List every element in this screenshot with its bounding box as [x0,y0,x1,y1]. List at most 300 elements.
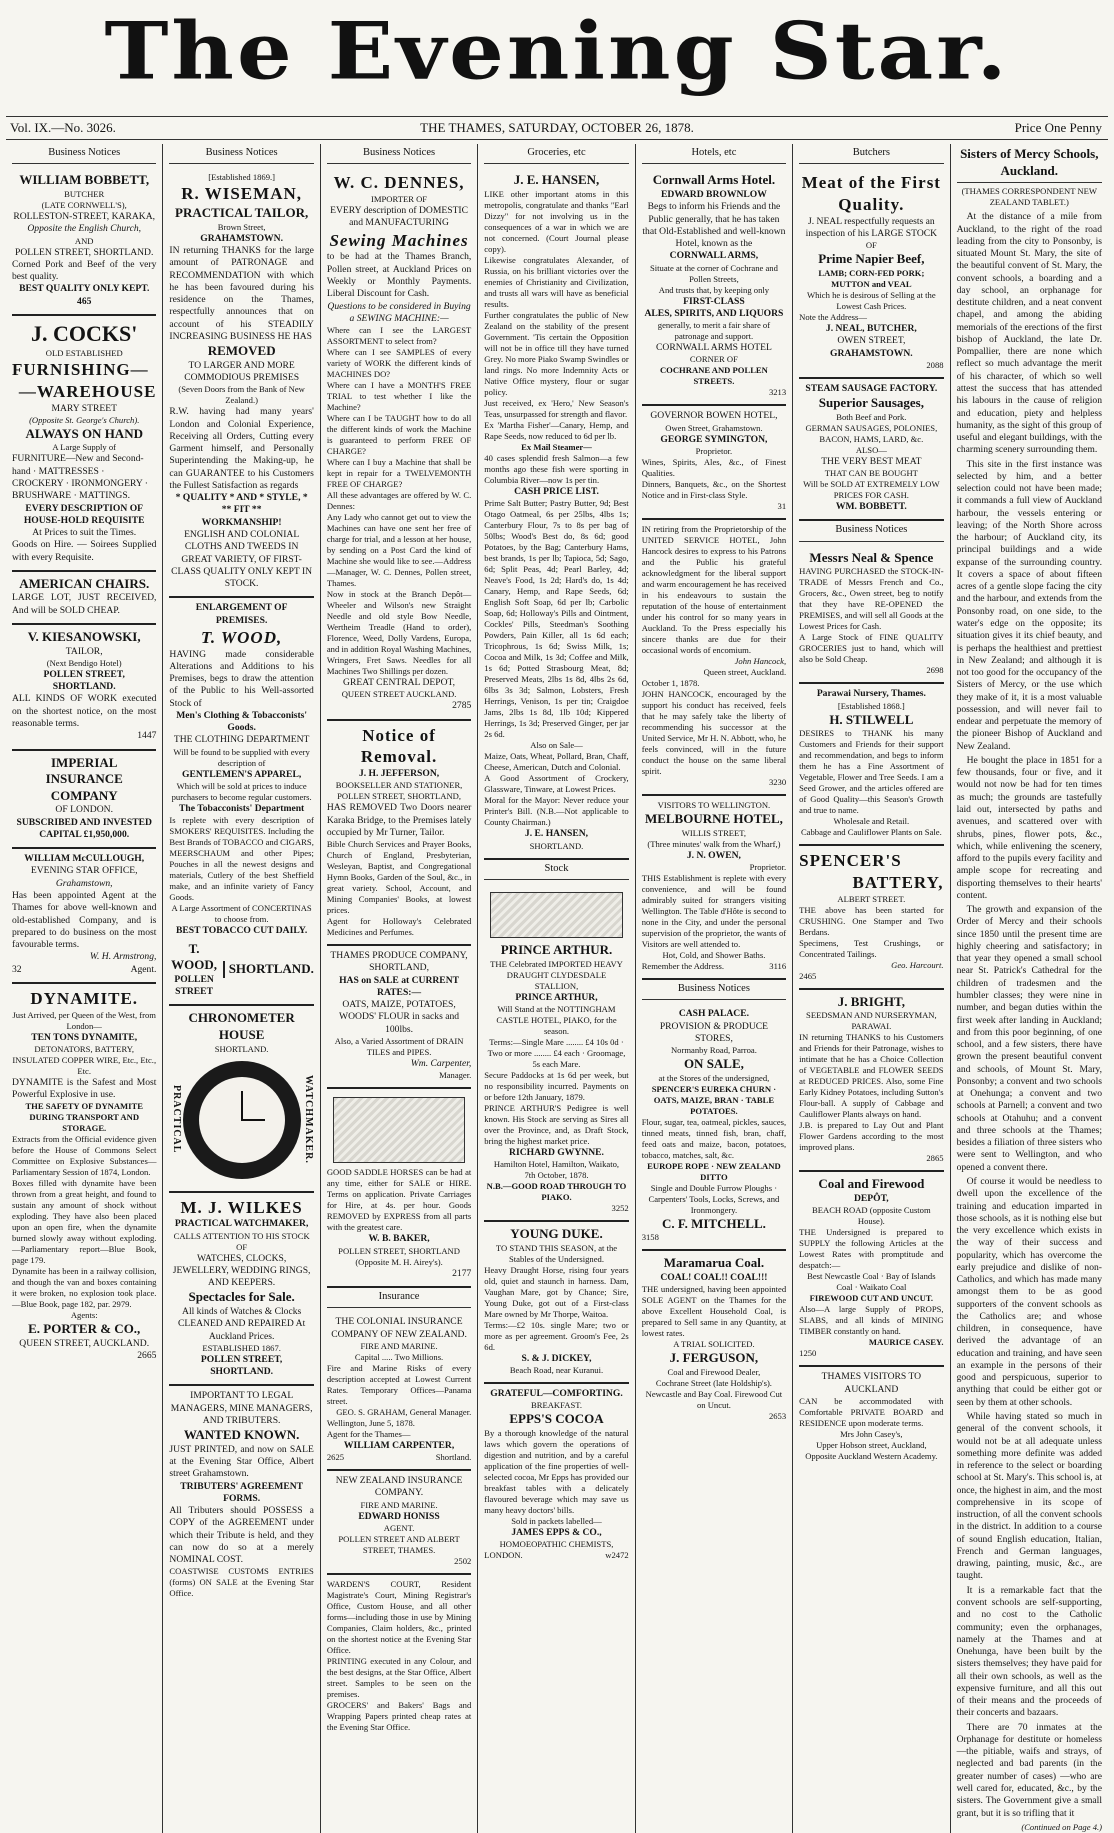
ad-neal-spence [799,546,943,685]
ad-nz-insurance [327,1471,471,1575]
watch-hand [241,1119,265,1121]
ad-body: Now in stock at the Branch Depôt—Wheeler and Wilson's new Straight Needle and old style Bow Needle, Wertheim Treadle (Hand to order), Florence, Weed, Dolly Vardens, Europa, and in addition Royal Washing Machines, Wringers, Fret Saws. Needles for all Machines Two Shillings per dozen. [326,589,472,677]
ad-line: SHORTLAND. [223,961,314,978]
section-header: Insurance [327,1288,471,1308]
ad-dynamite [12,984,156,1369]
ad-line: Manager. [439,1070,472,1081]
ad-name: WILLIAM McCULLOUGH, [24,853,145,865]
ad-line: ALES, SPIRITS, AND LIQUORS [644,307,784,319]
ad-line: EUROPE ROPE · NEW ZEALAND DITTO [647,1160,781,1182]
ad-line: AGENT. [383,1522,415,1533]
ad-title: DYNAMITE. [30,988,139,1008]
ad-title: FURNISHING— [12,360,149,380]
ad-thames-visitors [799,1367,943,1468]
ad-footer [484,1550,628,1561]
ad-body: LARGE LOT, JUST RECEIVED, And will be SOLD CHEAP. [12,592,157,616]
ad-body: Maize, Oats, Wheat, Pollard, Bran, Chaff, Cheese, American, Dutch and Colonial. [484,751,629,773]
continued-note[interactable]: (Continued on Page 4.) [1021,1821,1102,1832]
ad-title: Superior Sausages, [818,395,924,411]
article-paragraph: While having stated so much in general of the convent schools, it would not be at all adequate unless something more definite was added in reference to the select or boarding school at St. Mary's. This school is, at once, the highest in aim, and the most comprehensive in its scope of instruction, of all the convent schools in the district. In addition to a course of sound English education, Italian, French and German languages, drawing, painting, music, &c., are taught. [956,1411,1103,1582]
ad-line: Grahamstown, [55,877,113,889]
ad-hancock [642,520,786,796]
ad-signature: GEO. S. GRAHAM, General Manager. [336,1406,472,1417]
ad-line: T. WOOD, [171,940,217,973]
ad-body: Specimens, Test Crushings, or Concentrated Tailings. [799,937,944,959]
ad-name: V. KIESANOWSKI, [27,629,141,645]
ad-body: Will Stand at the NOTTINGHAM CASTLE HOTEL, PIAKO, for the season. [496,1003,617,1036]
ad-line: Just Arrived, per Queen of the West, from London— [12,1009,156,1031]
ad-line: (Opposite M. H. Airey's). [355,1256,443,1267]
ad-body: to be had at the Thames Branch, Pollen street, at Auckland Prices on Weekly or Monthly Payments. Liberal Discount for Cash. [326,251,472,300]
column-header: Butchers [799,144,943,164]
ad-number: 31 [777,500,787,511]
ad-colonial-insurance [327,1312,471,1471]
ad-line: Proprietor. [695,445,733,456]
ad-line: PARAWAI. [851,1021,892,1032]
issue-price: Price One Penny [1014,120,1102,135]
column-2 [163,144,320,1833]
ad-signature: C. F. MITCHELL. [661,1215,766,1231]
ad-line: OF [865,240,877,251]
ad-title: Notice of Removal. [360,725,438,767]
ad-body: Likewise congratulates Alexander, of Russia, on his brilliant victories over the enemies of Christianity and Civilization, and trusts all wars will have as beneficial results. [484,255,629,310]
ad-kiesanowski [12,625,156,750]
ad-line: at the Stores of the undersigned, [658,1072,770,1083]
ad-title: THAMES PRODUCE COMPANY, SHORTLAND, [330,950,468,974]
ad-mccullough [12,849,156,984]
ad-line: October 1, 1878. [641,677,700,688]
horse-carriage-illustration [333,1097,465,1163]
ad-number: 3230 [768,776,787,787]
ad-line: SHORTLAND. [214,1043,269,1054]
ad-line: (Next Bendigo Hotel) [46,657,122,668]
ad-line: * QUALITY * AND * STYLE, * [175,492,308,504]
ad-title: IMPERIAL [50,754,118,770]
ad-body: PRINTING executed in any Colour, and the best designs, at the Star Office, Albert street. Samples to be seen on the premises. [326,1655,472,1699]
horse-illustration [490,892,622,938]
ad-line: ** FIT ** [221,504,262,516]
ad-line: (Three minutes' walk from the Wharf,) [647,838,781,849]
column-6 [793,144,950,1833]
ad-body: PRINCE ARTHUR'S Pedigree is well known. His Stock are serving as Sires all over the Province, and, as Draft Stock, bring the highest market price. [484,1102,629,1146]
ad-title: NEW ZEALAND INSURANCE COMPANY. [335,1475,463,1499]
ad-body: HAVING PURCHASED the STOCK-IN-TRADE of Messrs French and Co., Grocers, &c., Owen street, beg to notify that they have RE-OPENED the PREMISES, and will sell all Goods at the Lowest Prices for Cash. [799,566,944,632]
column-header: Business Notices [12,144,156,164]
ad-body: OATS, MAIZE, POTATOES, WOODS' FLOUR in sacks and 100lbs. [339,999,460,1035]
ad-line: FIREWOOD CUT AND UNCUT. [809,1293,934,1304]
ad-body: LAMB; CORN-FED PORK; MUTTON and VEAL [818,268,925,290]
ad-cocks [12,316,156,572]
ad-line: Men's Clothing & Tobacconists' Goods. [176,709,308,734]
ad-line: TO LARGER AND MORE COMMODIOUS PREMISES [184,359,300,384]
ad-line: ALWAYS ON HAND [25,425,143,441]
ad-body: Goods on Hire. — Soirees Supplied with every Requisite. [12,539,157,563]
column-5 [636,144,793,1833]
ad-line: WILLIS STREET, [681,827,747,838]
ad-tributers [169,1386,313,1605]
ad-number: 2653 [768,1410,787,1421]
ad-hansen [484,168,628,859]
ad-line: [Established 1868.] [837,700,905,711]
ad-title: THE COLONIAL INSURANCE COMPANY OF NEW ZEALAND. [331,1316,467,1340]
column-header: Business Notices [169,144,313,164]
ad-title: Coal and Firewood [818,1176,925,1192]
ad-title: —WAREHOUSE [18,381,157,401]
ad-line: ROLLESTON-STREET, KARAKA, [13,211,156,223]
ad-line: Opposite Auckland Western Academy. [805,1450,938,1461]
ad-line: BEST QUALITY ONLY KEPT. 465 [19,283,150,307]
ad-body: Best Newcastle Coal · Bay of Islands Coal · Waikato Coal [807,1271,936,1293]
ad-body: FURNITURE—New and Second-hand · MATTRESSES · CROCKERY · IRONMONGERY · BRUSHWARE · MATTINGS. [12,453,149,502]
ad-maramarua-coal [642,1251,786,1428]
ad-title: Maramarua Coal. [663,1255,765,1271]
ad-line: Both Beef and Pork. [836,411,907,422]
ad-line: Shortland. [435,1452,472,1463]
ad-wiseman [169,168,313,598]
ad-body: Will be SOLD AT EXTREMELY LOW PRICES FOR CASH. [803,479,940,501]
ad-name: GEORGE SYMINGTON, [660,433,768,445]
ad-line: SEEDSMAN AND NURSERYMAN, [806,1010,937,1021]
section-header: Stock [484,860,628,880]
ad-wilkes [169,1193,313,1387]
ad-body: ALL KINDS OF WORK executed on the shortest notice, on the most reasonable terms. [12,693,157,729]
ad-prince-arthur [484,884,628,1222]
ad-imperial [12,751,156,850]
ad-line: 7th October, 1878. [524,1170,589,1181]
ad-body: Terms:—Single Mare ........ £4 10s 0d · Two or more ........ £4 each · Groomage, 5s each Mare. [487,1036,626,1069]
ad-signature: Geo. Harcourt. [891,959,944,970]
ad-line: Proprietor. [749,861,787,872]
column-1 [6,144,163,1833]
ad-line: POLLEN STREET, SHORTLAND. [43,668,125,693]
ad-line: Agent for the Thames— [326,1428,411,1439]
ad-line: POLLEN STREET, SHORTLAND [338,1245,460,1256]
ad-name: J. N. OWEN, [686,849,741,861]
ad-line: Ex Mail Steamer— [521,442,592,453]
ad-line: POLLEN STREET, SHORTLAND. [15,246,154,258]
ad-body: R.W. having had many years' London and Colonial Experience, Receiving all Orders, Cutting every Garment himself, and Personally Superintending the Making-up, he can GUARANTEE to his Customers the Fullest Satisfaction as regards [169,406,314,491]
ad-body: Boxes filled with dynamite have been thrown from a great height, and found to sustain any amount of shock without exploding. They have also been placed upon an open fire, when the dynamite burned slowly away without exploding.—Parliamentary report—Blue Book, page 179. [12,1178,157,1266]
ad-line: GENTLEMEN'S APPAREL, [182,768,302,780]
ad-line: Situate at the corner of Cochrane and Pollen Streets, [649,262,778,284]
ad-body: JUST PRINTED, and now on SALE at the Evening Star Office, Albert street Grahamstown. [169,1443,314,1480]
ad-number: w2472 [605,1550,629,1561]
ad-body: A Good Assortment of Crockery, Glassware, Tinware, at Lowest Prices. [484,773,629,795]
ad-casey-coal [799,1172,943,1367]
ad-line: COCHRANE AND POLLEN STREETS. [659,365,768,387]
ad-chronometer [169,1006,313,1192]
ad-body: Also, a Varied Assortment of DRAIN TILES and PIPES. [334,1036,464,1058]
ad-line: CORNWALL ARMS HOTEL [656,342,772,354]
ad-body: THE Celebrated IMPORTED HEAVY DRAUGHT CLYDESDALE STALLION, [490,958,623,991]
ad-line: SUBSCRIBED AND INVESTED [16,816,152,828]
ad-line: Will be found to be supplied with every description of [173,746,310,768]
ad-body: COASTWISE CUSTOMS ENTRIES (forms) ON SALE at the Evening Star Office. [169,1566,314,1599]
ad-title: PRINCE ARTHUR. [500,942,613,958]
ad-body: Ex 'Martha Fisher'—Canary, Hemp, and Rape Seeds, now reduced to 6d per lb. [484,420,629,442]
ad-body: Extracts from the Official evidence given before the House of Commons Select Committee on Explosive Substances—Parliamentary Session of 1874, London. [12,1134,157,1178]
ad-spencers-battery [799,846,943,990]
article-headline: Sisters of Mercy Schools, Auckland. [957,144,1102,183]
ad-title: SPENCER'S [799,851,902,871]
ad-title: THAMES VISITORS TO AUCKLAND [821,1371,922,1395]
ad-line: (Opposite St. George's Church). [29,414,140,425]
ad-signature: MAURICE CASEY. [868,1337,944,1348]
ad-line: Sold in packets labelled— [511,1515,602,1526]
ad-line: THE CLOTHING DEPARTMENT [173,734,310,746]
ad-body: SPENCER'S EUREKA CHURN · OATS, MAIZE, BRAN · TABLE POTATOES. [651,1083,777,1116]
ad-body: All these advantages are offered by W. C. Dennes: [326,490,472,512]
ad-body: IN retiring from the Proprietorship of the UNITED SERVICE HOTEL, John Hancock desires to express to his Patrons and the Public his grateful acknowledgment for the liberal support and warm encouragement he has received in his endeavours to sustain the reputation of the house of entertainment under his control for so many years in Auckland. To the Press especially his sincere thanks are due for their occasional words of encomium. [641,523,787,655]
ad-body: Just received, ex 'Hero,' New Season's Teas, unsurpassed for strength and flavor. [484,398,629,420]
ad-body: Any Lady who cannot get out to view the Machines can have one sent her free of charge for trial, and a lesson at her house, by sending on a Post Card the kind of Machine she would like to see.—Address—Manager, W. C. Dennes, Pollen street, Thames. [326,512,472,589]
ad-title: Parawai Nursery, Thames. [816,688,926,700]
article-paragraph: Of course it would be needless to dwell upon the excellence of the training and education imparted in those schools, as it is nothing else but the very excellence which exists in the way of their success and popularity, which has overcome the early prejudice and dislike of non-Catholics, and which has made many amongst them to be as good supporters of the convent schools as the Catholics are; and whose children, in consequence, have derived the advantage of an education and training, and have seen an example in the persons of their good and perspicuous, superior to anything that could be either got or seen by them at other schools. [956,1175,1102,1408]
ad-parawai-nursery [799,684,943,846]
ad-line: OWEN STREET, [837,335,906,347]
wood-logo [169,941,313,999]
ad-body: Corned Pork and Beef of the very best quality. [12,258,157,283]
ad-name: EDWARD BROWNLOW [661,189,767,201]
ad-body: All kinds of Watches & Clocks CLEANED AND REPAIRED At Auckland Prices. [177,1306,306,1342]
ad-body: JOHN HANCOCK, encouraged by the support his conduct has received, feels that he may safely take the liberty of recommending his successor at the United Service, Mr H. N. Abbott, who, he feels convinced, will in the future conduct the house on the same liberal spirit. [641,688,787,776]
ad-body: J. NEAL respectfully requests an inspection of his LARGE STOCK [805,215,938,240]
ad-name: EDWARD HONISS [358,1510,440,1522]
ad-body: DESIRES to THANK his many Customers and Friends for their support and recommendation, and begs to inform them he has a Fine Assortment of Vegetable, Flower and Tree Seeds. I am a Seed Grower, and the articles offered are of Good Quality—this Season's Growth and true to name. [799,728,944,816]
ad-line: [Established 1869.] [208,172,276,183]
volume-number: Vol. IX.—No. 3026. [10,120,116,135]
ad-body: Agent for Holloway's Celebrated Medicines and Perfumes. [326,916,472,938]
ad-line: Brown Street, [217,221,266,232]
ad-body: Further congratulates the public of New Zealand on the stability of the present Government. 'Tis certain the Opposition will not be in office till they have turned Grey. No more Piako Swamp Swindles or land rings. No more Indemnity Acts or Native Office mystery, flour or sugar policy. [484,310,629,398]
ad-title: Cornwall Arms Hotel. [652,172,776,188]
ad-name: J. E. HANSEN, [513,172,600,188]
ad-footer [12,964,156,976]
ad-line: MARY STREET [51,402,117,414]
ad-line: WORKMANSHIP! [201,516,282,528]
ad-line: Hamilton Hotel, Hamilton, Waikato, [493,1159,620,1170]
ad-body: DYNAMITE is the Safest and Most Powerful Explosive in use. [12,1076,157,1101]
ad-body: Where can I buy a Machine that shall be kept in repair for a TWELVEMONTH FREE OF CHARGE? [326,457,472,490]
ad-line: FIRST-CLASS [683,295,745,307]
ad-line: POLLEN STREET AND ALBERT STREET, THAMES. [338,1533,460,1555]
ad-line: COAL! COAL!! COAL!!! [660,1271,768,1283]
ad-line: TAILOR, [65,645,103,657]
columns [6,144,1108,1832]
ad-young-duke [484,1222,628,1384]
ad-title: REMOVED [207,343,276,359]
ad-signature: RICHARD GWYNNE. [509,1146,604,1158]
ad-line: THE VERY BEST MEAT [821,455,922,467]
ad-line: Upper Hobson street, Auckland, [816,1439,927,1450]
ad-line: BEST TOBACCO CUT DAILY. [175,925,308,937]
ad-body: Secure Paddocks at 1s 6d per week, but no responsibility incurred. Payments on or before 12th January, 1879. [484,1069,629,1102]
ad-body: THE above has been started for CRUSHING. One Stamper and Two Berdans. [799,904,944,937]
ad-body: Where can I see the LARGEST ASSORTMENT to select from? [326,325,472,347]
ad-body: THIS Establishment is replete with every convenience, and will be found admirably suited for strangers visiting Wellington. The Table d'Hôte is second to none in the City, and under the personal supervision of the proprietor, the wants of Visitors are well attended to. [641,872,787,949]
ad-name: W. C. DENNES, [333,173,465,193]
ad-line: At Prices to suit the Times. [32,527,137,539]
ad-line: BEACH ROAD (opposite Custom House). [812,1205,931,1227]
ad-number: 3213 [768,387,787,398]
ad-number: 3158 [641,1232,659,1243]
ad-footer [327,1452,471,1463]
ad-body: Heavy Draught Horse, rising four years old, quiet and staunch in harness. Dam, Vaughan Mare, got by Chance; Sire, Young Duke, got out of a First-class Mare owned by Mr Thorpe, Waitoa. [484,1264,629,1319]
ad-number: 2465 [799,970,817,981]
ad-name: T. WOOD, [201,627,283,647]
ad-line: Agents: [70,1310,98,1321]
ad-governor-bowen [642,406,786,520]
ad-number: 2177 [452,1267,472,1279]
ad-body: LIKE other important atoms in this metropolis, congratulate and thanks "Earl Dizzy" for not involving us in the consequences of a war in which we are not concerned. (Court Journal please copy). [484,189,629,255]
ad-line: PROVISION & PRODUCE STORES, [659,1020,769,1044]
ad-line: Normanby Road, Parroa. [670,1045,757,1056]
ad-name: M. J. WILKES [180,1197,303,1217]
ad-signature: Mrs John Casey's, [840,1428,903,1439]
ad-line: QUEEN STREET AUCKLAND. [341,689,457,700]
ad-line: HAS on SALE at CURRENT RATES:— [339,974,460,998]
ad-line: (LATE CORNWELL'S), [41,200,127,211]
ad-title: ENLARGEMENT OF PREMISES. [195,602,288,626]
ad-line: OLD ESTABLISHED [45,348,123,359]
ad-body: Where can I see SAMPLES of every variety of WORK the different kinds of MACHINES DO? [326,347,472,380]
ad-line: generally, to merit a fair share of patronage and support. [657,320,771,342]
ad-chairs [12,572,156,625]
ad-number: 32 [12,963,22,975]
ad-line: A TRIAL SOLICITED. [673,1339,755,1350]
ad-title: CASH PRICE LIST. [514,486,599,498]
ad-body: Terms:—£2 10s. single Mare; two or more as per agreement. Groom's Fee, 2s 6d. [484,1319,629,1352]
ad-baker [327,1089,471,1288]
ad-number: 2785 [452,700,472,712]
ad-body: Which he is desirous of Selling at the Lowest Cash Prices. [807,290,936,312]
ad-body: Dynamite has been in a railway collision, and though the van and boxes containing it were broken, no explosion took place.—Blue Book, page 182, par. 2979. [12,1266,157,1310]
ad-line: Hot, Cold, and Shower Baths. [662,949,766,960]
ad-cash-palace [642,1004,786,1251]
ad-bright [799,990,943,1173]
ad-name: J. COCKS' [31,320,138,346]
ad-name: H. STILWELL [829,711,914,727]
ad-body: ENGLISH AND COLONIAL CLOTHS AND TWEEDS IN GREAT VARIETY, OF FIRST-CLASS QUALITY ONLY KEPT IN STOCK. [171,529,313,590]
ad-body: J.B. is prepared to Lay Out and Plant Flower Gardens according to the most improved plans. [799,1120,944,1153]
ad-title: EPPS'S COCOA [509,1411,604,1427]
ad-number: 1250 [799,1348,817,1359]
ad-line: IMPORTER OF [371,194,428,205]
ad-line: N.B.—GOOD ROAD THROUGH TO PIAKO. [486,1181,627,1203]
ad-line: Agent. [130,963,157,975]
ad-sausage-factory [799,379,943,521]
ad-line: CALLS ATTENTION TO HIS STOCK OF [173,1230,310,1252]
ad-signature: S. & J. DICKEY, [521,1352,592,1364]
ad-line: EVERY DESCRIPTION OF HOUSE-HOLD REQUISITE [23,502,145,526]
ad-body: IN returning THANKS for the large amount of PATRONAGE and RECOMMENDATION with which he has been favoured during his residence on the Thames, respectfully announces that on account of his STEADILY INCREASING BUSINESS HE HAS [169,245,314,342]
ad-line: Questions to be considered in Buying a SEWING MACHINE:— [327,300,471,324]
ad-line: EVENING STAR OFFICE, [30,865,138,877]
section-header: Business Notices [799,521,943,541]
ad-body: Also—A large Supply of PROPS, SLABS, and all kinds of MINING TIMBER constantly on hand. [799,1304,944,1337]
ad-body: Dinners, Banquets, &c., on the Shortest Notice and in First-class Style. [641,478,787,500]
ad-title: GRATEFUL—COMFORTING. [490,1388,623,1400]
ad-produce [327,946,471,1089]
newspaper-title: The Evening Star. [104,5,1010,98]
ad-body: 40 cases splendid fresh Salmon—a few months ago these fish were sporting in Columbia River—now 1s per tin. [484,453,629,486]
ad-line: HOMOEOPATHIC CHEMISTS, [499,1539,614,1550]
ad-name: J. FERGUSON, [669,1350,759,1366]
ad-line: The Tobacconists' Department [179,803,305,815]
ad-number: 3116 [769,960,787,971]
ad-line: GREAT CENTRAL DEPOT, [343,677,456,689]
ad-line: BUTCHER [64,189,105,200]
price-list: Prime Salt Butter; Pastry Butter, 9d; Best Otago Oatmeal, 6s per 25lbs, 4lbs 1s; Canterbury Flour, 7s to 8s per bag of 50lbs; Wood's Best do, 8s 6d; good Potatoes, by the Bag; Canterbury Hams, best brands, 1s per lb; Tapioca, 5d; Sago, 6d; Split Peas, 4d; Pearl Barley, 4d; Neave's Food, 1s 2d; Hard's do, 1s 4d; Canary, Hemp, and Rape Seeds, 6d; English Soft Soap, 6d per lb; Carbolic Soap, 6d; Holloway's Pills and Ointment, Cockles' Pills, Steedman's Soothing Powders, Pain Killer, all 1s 6d each; Tricophrous, 1s 6d; Swiss Milk, 1s; Cocoa and Milk, 1s 3d; Coffee and Milk, 1s 6d; Potted Strasbourg Meat, 8d; Preserved Meats, 2lbs 1s 8d, 4lbs 2s 6d, 6lbs 3s 3d; Salmon, Lobsters, Fresh Herrings, Venison, 1s per tin; Craigdoe Jams, 2lbs 1s 8d, 1lb 10d; Kippered Herrings, 1s 3d; Preserved Ginger, per jar 2s 6d. [484,498,629,740]
ad-title: STEAM SAUSAGE FACTORY. [805,382,938,394]
ad-line: AND [74,235,94,246]
ad-line: POLLEN STREET [174,973,214,998]
ad-line: LONDON. [484,1550,523,1561]
ad-body: Begs to inform his Friends and the Public generally, that he has taken that Old-Established and well-known Hotel, known as the [642,201,786,250]
ad-name: R. WISEMAN, [181,184,302,204]
ad-name: JAMES EPPS & CO., [511,1526,602,1538]
ad-name: E. PORTER & CO., [28,1321,141,1337]
ad-line: TRIBUTERS' AGREEMENT FORMS. [180,1480,304,1504]
ad-number: 2865 [926,1153,944,1164]
ad-title: WANTED KNOWN. [183,1427,300,1443]
masthead [6,0,1108,108]
watch-illustration [183,1061,301,1179]
ad-body: GROCERS' and Bakers' Bags and Wrapping Papers printed cheap rates at the Evening Star Office. [326,1699,472,1732]
ad-bobbett [12,168,156,315]
column-header: Hotels, etc [642,144,786,164]
ad-dennes [327,168,471,720]
ad-body: GOOD SADDLE HORSES can be had at any time, either for SALE or HIRE. Terms on application. Private Carriages for Hire, at 4s. per hour. Goods REMOVED by EXPRESS from all parts with the greatest care. [326,1167,472,1233]
ad-line: Remember the Address. [641,960,725,971]
ad-line: And trusts that, by keeping only [658,284,770,295]
ad-line: DETONATORS, BATTERY, INSULATED COPPER WIRE, Etc., Etc., Etc. [12,1043,157,1076]
ad-footer [642,961,786,972]
column-3 [321,144,478,1833]
ad-line: Opposite the English Church, [27,223,142,235]
article-paragraph: The growth and expansion of the Order of Mercy and their schools since 1850 until the present time are highly cheering and satisfactory; in that year they opened a small school near St. Patrick's Cathedral for the children of tradesmen and the humbler classes; they were nine in number, and began duties within the first week after landing in Auckland; and from this poor beginning, of one school, and a few sisters, there have grown the present beautiful convent and schools, of Mount St. Mary, Ponsonby; a convent and two schools at Onehunga; a convent and two schools at Parnell; a convent and two schools at Otahuhu; and a convent and three schools at the Thames; besides a filiation of three sisters who were sent to Wellington, and who opened a convent there. [956,904,1102,1173]
ad-body: WATCHES, CLOCKS, JEWELLERY, WEDDING RINGS, AND KEEPERS. [172,1252,311,1289]
ad-line: (Seven Doors from the Bank of New Zealand.) [178,384,305,406]
ad-body: Bible Church Services and Prayer Books, Church of England, Presbyterian, Wesleyan, Baptist, and Congregational Hymn Books, Garden of the Soul, &c., in great variety. School, Account, and Mining Companies' Books, at lowest prices. [326,839,472,916]
ad-signature: W. H. Armstrong, [89,951,157,963]
article-paragraph: It is a remarkable fact that the convent schools are self-supporting, and no cost to the Catholic community; even the orphanages, namely at the Thames and at Onehunga, have been built by the sisters themselves; they have paid for all their own schools, as well as the expensive furniture, and all this out of their means and the proceeds of their concerts and bazaars. [956,1584,1102,1719]
ad-title: MELBOURNE HOTEL, [644,810,783,826]
column-7 [951,144,1108,1833]
ad-name: W. B. BAKER, [368,1233,430,1245]
ad-printing [327,1575,471,1739]
ad-line: Which will be sold at prices to induce purchasers to become regular customers. [171,781,312,803]
ad-line: Owen Street, Grahamstown. [665,422,763,433]
ad-name: J. H. JEFFERSON, [358,768,440,780]
ad-body: CAN be accommodated with Comfortable PRIVATE BOARD and RESIDENCE upon moderate terms. [799,1395,944,1428]
ad-line: BOOKSELLER AND STATIONER, [335,780,463,791]
ad-title: YOUNG DUKE. [510,1226,603,1242]
ad-number: 2698 [926,665,944,676]
ad-line: SHORTLAND. [529,840,584,851]
ad-line: EVERY description of DOMESTIC and MANUFACTURING [330,205,469,229]
ad-body: Single and Double Furrow Ploughs · Carpenters' Tools, Locks, Screws, and Ironmongery. [648,1182,780,1215]
ad-number: 1447 [137,730,157,742]
ad-line: OF LONDON. [55,804,113,816]
article-paragraph: He bought the place in 1851 for a few thousands, four or five, and it would not now be had for ten times as much; the grounds are tastefully laid out, intersected by paths and avenues, and scattered over with shrubs, pines, flower pots, &c., which, while enlivening the scenery, afford to the pupils every facility and ample scope for recreating and disporting themselves to their hearts' content. [956,754,1102,901]
ad-name: WM. BOBBETT. [835,501,907,513]
ad-body: Flour, sugar, tea, oatmeal, pickles, sauces, tinned meats, tinned fish, bran, chaff, feed oats and maize, bacon, potatoes, tobacco, matches, salt, &c. [641,1116,787,1160]
ad-title: INSURANCE COMPANY [45,771,123,803]
ad-line: A Large Supply of [52,442,116,453]
ad-name: WILLIAM CARPENTER, [343,1439,455,1451]
ad-line: A Large Assortment of CONCERTINAS to choose from. [171,903,312,925]
